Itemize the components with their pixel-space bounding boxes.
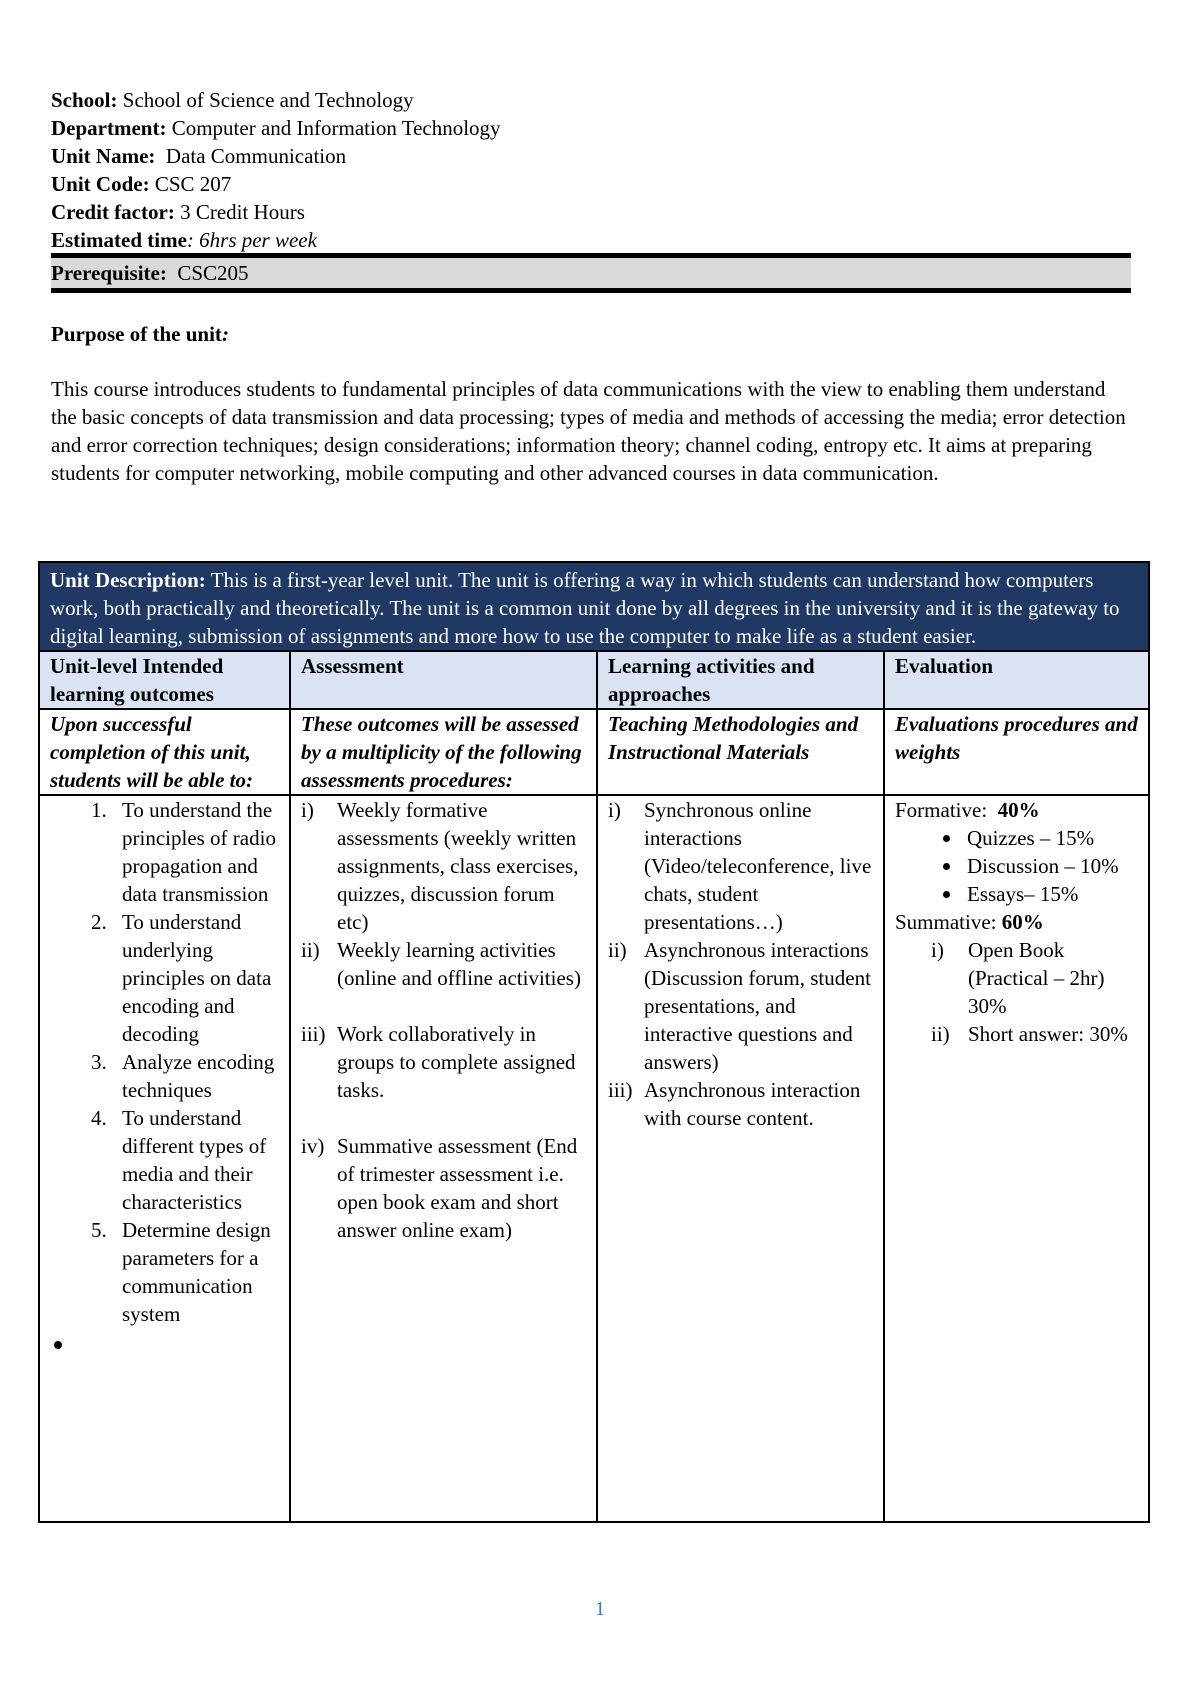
outcome-item: 2. To understand underlying principles on data encoding and decoding <box>112 908 279 1048</box>
unit-description-cell <box>39 562 1149 651</box>
summative-item: ii) Short answer: 30% <box>931 1022 1128 1046</box>
formative-item: Quizzes – 15% <box>945 824 1138 852</box>
formative-item: Essays– 15% <box>945 880 1138 908</box>
subheader-assessment: These outcomes will be assessed by a multiplicity of the following assessments procedures: <box>290 709 597 795</box>
unit-description-text: This is a first-year level unit. The unit is offering a way in which students can understand how computers work, both practically and theoretically. The unit is a common unit done by all degrees in the university and it is the gateway to digital learning, submission of assignments and more how to use the computer to make life as a student easier. <box>50 568 1120 648</box>
subheader-evaluation: Evaluations procedures and weights <box>884 709 1149 795</box>
school-value: School of Science and Technology <box>122 88 414 112</box>
subheader-row <box>39 709 1149 795</box>
purpose-paragraph: This course introduces students to fundamental principles of data communications with the view to enabling them understand the basic concepts of data transmission and data processing; types of media and methods of accessing the media; error detection and error correction techniques; design considerations; information theory; channel coding, entropy etc. It aims at preparing students for computer networking, mobile computing and other advanced courses in data communication. <box>51 377 1126 485</box>
school-line: School: School of Science and Technology <box>51 88 414 112</box>
unit-table <box>38 561 1150 1523</box>
description-row <box>39 562 1149 651</box>
outcomes-list <box>50 796 279 1328</box>
unit-name-value: Data Communication <box>165 144 347 168</box>
subheader-activities: Teaching Methodologies and Instructional Materials <box>597 709 884 795</box>
credit-factor-value: 3 Credit Hours <box>180 200 305 224</box>
unit-description-label: Unit Description: <box>50 568 206 592</box>
content-row <box>39 795 1149 1522</box>
outcome-item: 1. To understand the principles of radio propagation and data transmission <box>112 796 279 908</box>
assessment-item: ii) Weekly learning activities (online and offline activities) <box>301 938 581 990</box>
summative-line: Summative: 60% <box>895 910 1044 934</box>
unit-info-block <box>51 86 1131 254</box>
outcome-item: 5. Determine design parameters for a communication system <box>112 1216 279 1328</box>
formative-weight: 40% <box>997 798 1040 822</box>
assessment-item: iv) Summative assessment (End of trimester assessment i.e. open book exam and short answer online exam) <box>301 1134 578 1242</box>
summative-weight: 60% <box>1001 910 1044 934</box>
evaluation-cell <box>884 795 1149 1522</box>
outcome-item: 4. To understand different types of media and their characteristics <box>112 1104 279 1216</box>
page-number: 1 <box>595 1598 605 1620</box>
department-line: Department: Computer and Information Technology <box>51 116 501 140</box>
assessment-cell <box>290 795 597 1522</box>
header-activities: Learning activities and approaches <box>597 651 884 709</box>
header-evaluation: Evaluation <box>884 651 1149 709</box>
column-header-row <box>39 651 1149 709</box>
formative-item: Discussion – 10% <box>945 852 1138 880</box>
prerequisite-bar <box>51 253 1131 293</box>
activity-item: iii) Asynchronous interaction with course content. <box>608 1078 861 1130</box>
department-value: Computer and Information Technology <box>171 116 501 140</box>
activity-item: ii) Asynchronous interactions (Discussion forum, student presentations, and interactive questions and answers) <box>608 938 871 1074</box>
unit-name-line: Unit Name: Data Communication <box>51 144 347 168</box>
outcome-item: 3. Analyze encoding techniques <box>112 1048 279 1104</box>
subheader-outcomes: Upon successful completion of this unit, students will be able to: <box>39 709 290 795</box>
assessment-item: iii) Work collaboratively in groups to complete assigned tasks. <box>301 1022 576 1102</box>
empty-bullet <box>50 1328 279 1356</box>
unit-code-value: CSC 207 <box>154 172 232 196</box>
prerequisite-label: Prerequisite: <box>51 261 167 285</box>
credit-factor-line: Credit factor: 3 Credit Hours <box>51 200 305 224</box>
activities-cell <box>597 795 884 1522</box>
formative-list <box>895 824 1138 908</box>
estimated-time-line: Estimated time: 6hrs per week <box>51 228 317 252</box>
header-assessment: Assessment <box>290 651 597 709</box>
prerequisite-value: CSC205 <box>177 261 249 285</box>
formative-line: Formative: 40% <box>895 798 1040 822</box>
header-outcomes: Unit-level Intended learning outcomes <box>39 651 290 709</box>
summative-item: i) Open Book (Practical – 2hr) 30% <box>931 938 1105 1018</box>
unit-code-line: Unit Code: CSC 207 <box>51 172 232 196</box>
purpose-heading: Purpose of the unit: <box>51 322 229 346</box>
assessment-item: i) Weekly formative assessments (weekly written assignments, class exercises, quizzes, discussion forum etc) <box>301 798 579 934</box>
estimated-time-value: 6hrs per week <box>199 228 317 252</box>
bullet-icon <box>54 1341 62 1349</box>
activity-item: i) Synchronous online interactions (Video/teleconference, live chats, student presentations…) <box>608 798 872 934</box>
outcomes-cell <box>39 795 290 1522</box>
